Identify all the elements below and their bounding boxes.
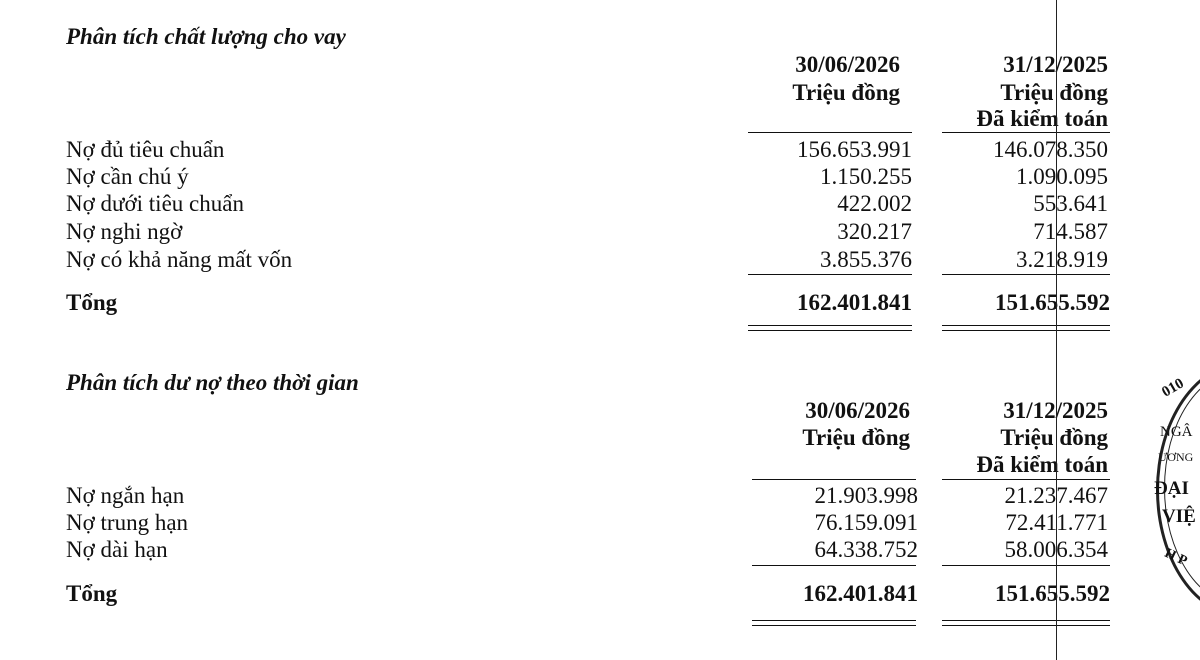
total-label: Tổng [66, 290, 118, 315]
col1-unit-header: Triệu đồng [792, 80, 900, 105]
row-value-col1: 156.653.991 [797, 137, 912, 162]
col1-date-header: 30/06/2026 [795, 52, 900, 77]
subtotal-rule [752, 565, 916, 566]
row-label: Nợ nghi ngờ [66, 219, 183, 244]
row-value-col2: 1.090.095 [1016, 164, 1108, 189]
col1-unit-header: Triệu đồng [802, 425, 910, 450]
total-value-col1: 162.401.841 [803, 581, 918, 606]
section-title-loan-term: Phân tích dư nợ theo thời gian [66, 370, 359, 395]
section-title-loan-quality: Phân tích chất lượng cho vay [66, 24, 346, 49]
total-value-col1: 162.401.841 [797, 290, 912, 315]
double-rule-bottom [942, 330, 1110, 331]
header-rule [942, 479, 1110, 480]
row-value-col1: 1.150.255 [820, 164, 912, 189]
stamp-text: 010 [1159, 375, 1187, 401]
row-value-col1: 64.338.752 [814, 537, 918, 562]
double-rule-bottom [942, 625, 1110, 626]
col2-unit-header: Triệu đồng [1000, 80, 1108, 105]
row-value-col2: 72.411.771 [1005, 510, 1108, 535]
col2-audited-note: Đã kiểm toán [976, 106, 1108, 131]
row-value-col1: 3.855.376 [820, 247, 912, 272]
header-rule [748, 132, 912, 133]
stamp-text: NGÂ [1160, 424, 1193, 440]
row-value-col2: 21.237.467 [1004, 483, 1108, 508]
row-label: Nợ ngắn hạn [66, 483, 185, 508]
row-value-col1: 422.002 [837, 191, 912, 216]
double-rule-top [752, 620, 916, 621]
total-value-col2: 151.655.592 [995, 290, 1110, 315]
col2-date-header: 31/12/2025 [1003, 398, 1108, 423]
row-label: Nợ đủ tiêu chuẩn [66, 137, 225, 162]
row-value-col1: 320.217 [837, 219, 912, 244]
row-value-col2: 714.587 [1033, 219, 1108, 244]
row-label: Nợ cần chú ý [66, 164, 189, 189]
col2-date-header: 31/12/2025 [1003, 52, 1108, 77]
row-label: Nợ trung hạn [66, 510, 189, 535]
scan-artifact-line [1056, 0, 1057, 660]
subtotal-rule [748, 274, 912, 275]
subtotal-rule [942, 274, 1110, 275]
header-rule [752, 479, 916, 480]
total-label: Tổng [66, 581, 118, 606]
row-value-col1: 76.159.091 [814, 510, 918, 535]
row-value-col2: 553.641 [1033, 191, 1108, 216]
double-rule-bottom [752, 625, 916, 626]
col2-unit-header: Triệu đồng [1000, 425, 1108, 450]
double-rule-top [748, 325, 912, 326]
row-label: Nợ dưới tiêu chuẩn [66, 191, 244, 216]
row-label: Nợ có khả năng mất vốn [66, 247, 293, 272]
stamp-text: VIỆ [1162, 506, 1196, 527]
col1-date-header: 30/06/2026 [805, 398, 910, 423]
double-rule-top [942, 325, 1110, 326]
row-value-col2: 146.078.350 [993, 137, 1108, 162]
total-value-col2: 151.655.592 [995, 581, 1110, 606]
col2-audited-note: Đã kiểm toán [976, 452, 1108, 477]
subtotal-rule [942, 565, 1110, 566]
official-stamp [1140, 340, 1200, 630]
header-rule [942, 132, 1110, 133]
stamp-text: H P [1162, 545, 1190, 570]
double-rule-bottom [748, 330, 912, 331]
row-value-col1: 21.903.998 [814, 483, 918, 508]
double-rule-top [942, 620, 1110, 621]
row-label: Nợ dài hạn [66, 537, 168, 562]
stamp-text: ĐẠI [1154, 478, 1189, 499]
row-value-col2: 58.006.354 [1004, 537, 1108, 562]
stamp-text: ƯƠNG [1158, 450, 1194, 464]
row-value-col2: 3.218.919 [1016, 247, 1108, 272]
